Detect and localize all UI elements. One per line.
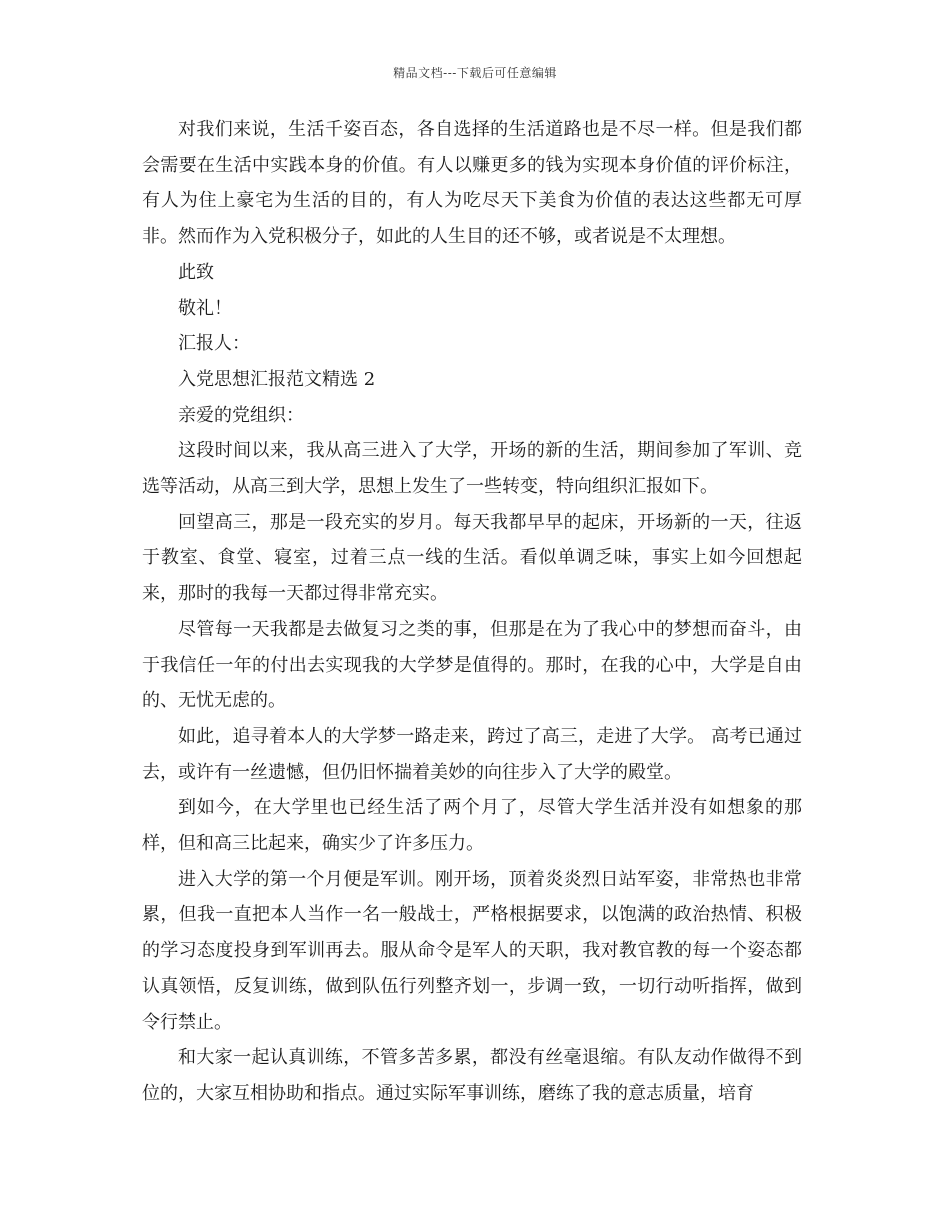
document-body: [142, 112, 802, 1112]
paragraph: 回望高三，那是一段充实的岁月。每天我都早早的起床，开场新的一天，往返于教室、食堂、寝室，过着三点一线的生活。看似单调乏味，事实上如今回想起来，那时的我每一天都过得非常充实。: [142, 511, 802, 605]
page-header: 精品文档---下载后可任意编辑: [393, 66, 557, 80]
closing-salutation: 此致: [178, 261, 214, 283]
reporter-label: 汇报人：: [178, 333, 250, 355]
closing-respect: 敬礼！: [178, 297, 232, 319]
paragraph: 到如今，在大学里也已经生活了两个月了，尽管大学生活并没有如想象的那样，但和高三比起来，确实少了许多压力。: [142, 797, 802, 855]
section-title: 入党思想汇报范文精选 2: [178, 368, 376, 390]
paragraph: 和大家一起认真训练，不管多苦多累，都没有丝毫退缩。有队友动作做得不到位的，大家互相协助和指点。通过实际军事训练，磨练了我的意志质量，培育: [142, 1047, 802, 1104]
paragraph: 这段时间以来，我从高三进入了大学，开场的新的生活，期间参加了军训、竞选等活动，从高三到大学，思想上发生了一些转变，特向组织汇报如下。: [142, 440, 802, 498]
paragraph: 如此，追寻着本人的大学梦一路走来，跨过了高三，走进了大学。 高考已通过去，或许有一丝遗憾，但仍旧怀揣着美妙的向往步入了大学的殿堂。: [142, 725, 802, 783]
paragraph: 尽管每一天我都是去做复习之类的事，但那是在为了我心中的梦想而奋斗，由于我信任一年的付出去实现我的大学梦是值得的。那时，在我的心中，大学是自由的、无忧无虑的。: [142, 618, 802, 712]
greeting: 亲爱的党组织：: [178, 404, 304, 426]
paragraph: 进入大学的第一个月便是军训。刚开场，顶着炎炎烈日站军姿，非常热也非常累，但我一直把本人当作一名一般战士，严格根据要求，以饱满的政治热情、积极的学习态度投身到军训再去。服从命令是军人的天职，我对教官教的每一个姿态都认真领悟，反复训练，做到队伍行列整齐划一，步调一致，一切行动听指挥，做到令行禁止。: [142, 868, 802, 1033]
paragraph: 对我们来说，生活千姿百态，各自选择的生活道路也是不尽一样。但是我们都会需要在生活中实践本身的价值。有人以赚更多的钱为实现本身价值的评价标注，有人为住上豪宅为生活的目的，有人为吃尽天下美食为价值的表达这些都无可厚非。然而作为入党积极分子，如此的人生目的还不够，或者说是不太理想。: [142, 119, 802, 248]
